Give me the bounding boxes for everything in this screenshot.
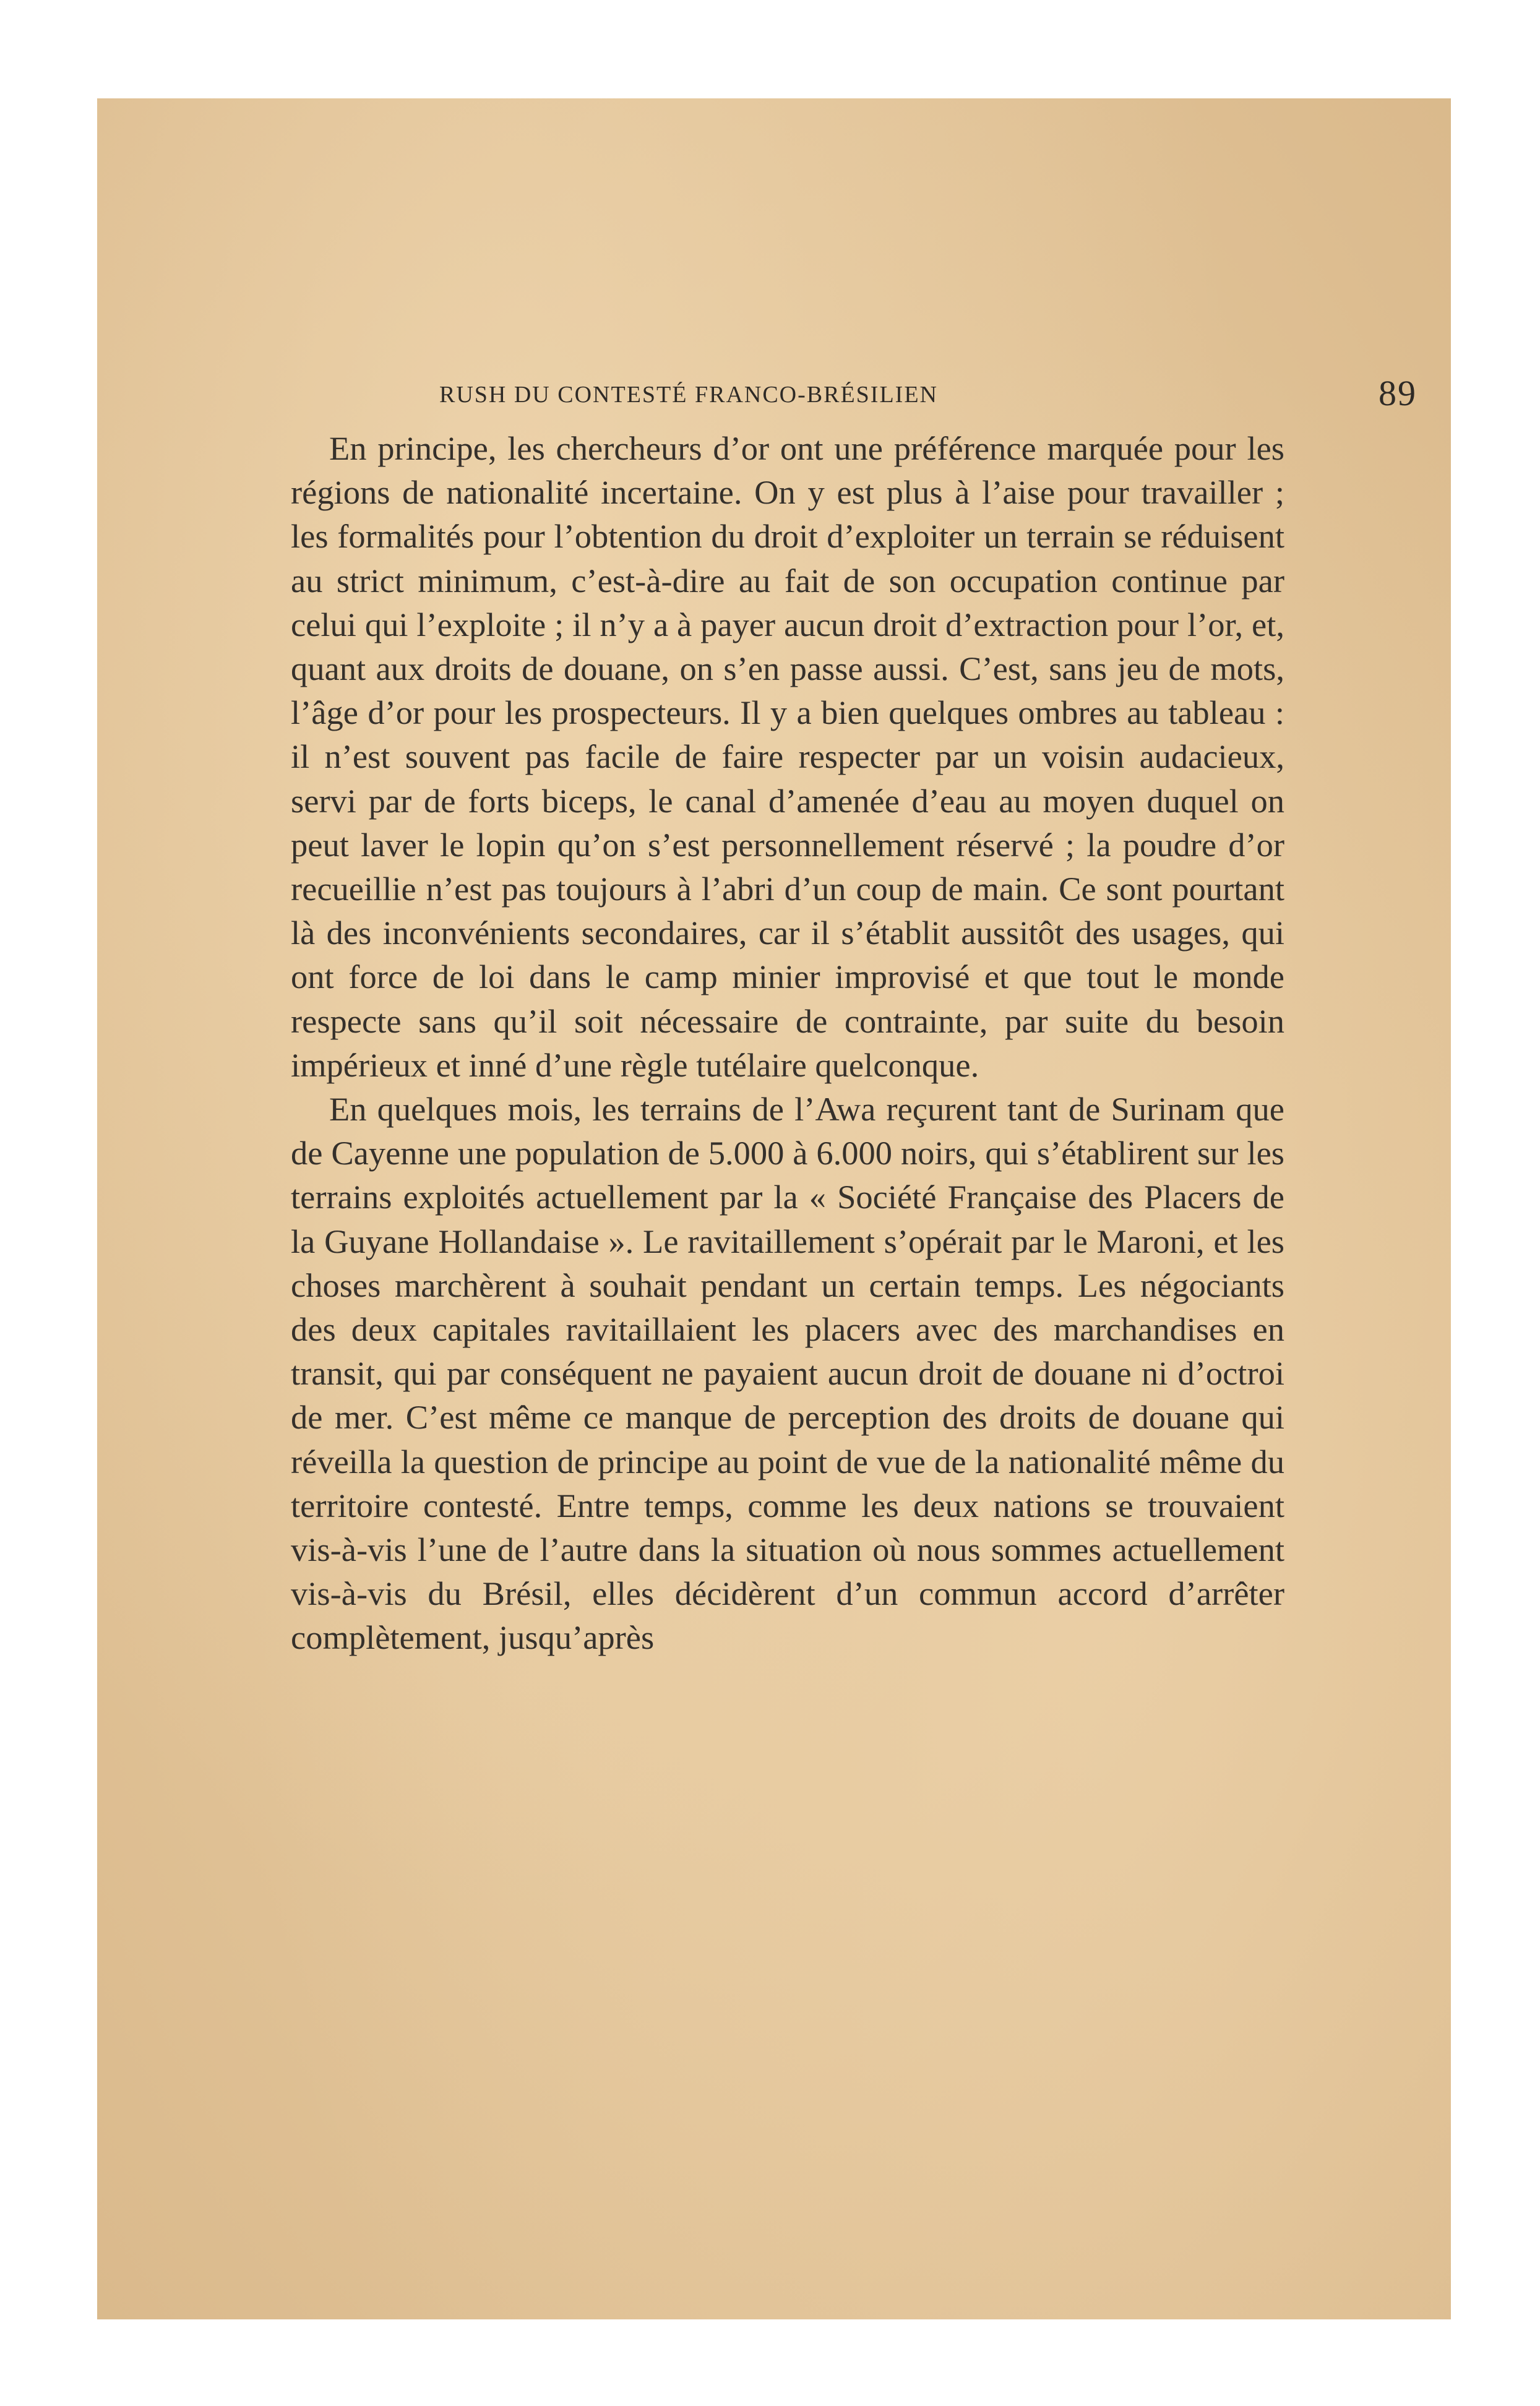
page-number: 89 <box>1379 373 1417 413</box>
paragraph: En principe, les chercheurs d’or ont une préférence marquée pour les régions de nationalité incertaine. On y est plus à l’aise pour travailler ; les formalités pour l’obtention du droit d’exploiter un terrain se réduisent au strict minimum, c’est-à-dire au fait de son occupation continue par celui qui l’exploite ; il n’y a à payer aucun droit d’extraction pour l’or, et, quant aux droits de douane, on s’en passe aussi. C’est, sans jeu de mots, l’âge d’or pour les prospecteurs. Il y a bien quelques ombres au tableau : il n’est souvent pas facile de faire respecter par un voisin audacieux, servi par de forts biceps, le canal d’amenée d’eau au moyen duquel on peut laver le lopin qu’on s’est personnellement réservé ; la poudre d’or recueillie n’est pas toujours à l’abri d’un coup de main. Ce sont pourtant là des inconvénients secondaires, car il s’établit aussitôt des usages, qui ont force de loi dans le camp minier improvisé et que tout le monde respecte sans qu’il soit nécessaire de contrainte, par suite du besoin impérieux et inné d’une règle tutélaire quelconque. <box>291 429 1284 1084</box>
paragraph: En quelques mois, les terrains de l’Awa reçurent tant de Surinam que de Cayenne une population de 5.000 à 6.000 noirs, qui s’établirent sur les terrains exploités actuellement par la « Société Française des Placers de la Guyane Hollandaise ». Le ravitaillement s’opérait par le Maroni, et les choses marchèrent à souhait pendant un certain temps. Les négociants des deux capitales ravitaillaient les placers avec des marchandises en transit, qui par conséquent ne payaient aucun droit de douane ni d’octroi de mer. C’est même ce manque de perception des droits de douane qui réveilla la question de principe au point de vue de la nationalité même du territoire contesté. Entre temps, comme les deux nations se trouvaient vis-à-vis l’une de l’autre dans la situation où nous sommes actuellement vis-à-vis du Brésil, elles décidèrent d’un commun accord d’arrêter complètement, jusqu’après <box>291 1090 1284 1657</box>
running-head-title: RUSH DU CONTESTÉ FRANCO-BRÉSILIEN <box>439 382 938 408</box>
running-head <box>439 372 1417 416</box>
book-page <box>97 98 1451 2319</box>
body-text <box>291 426 1284 1660</box>
